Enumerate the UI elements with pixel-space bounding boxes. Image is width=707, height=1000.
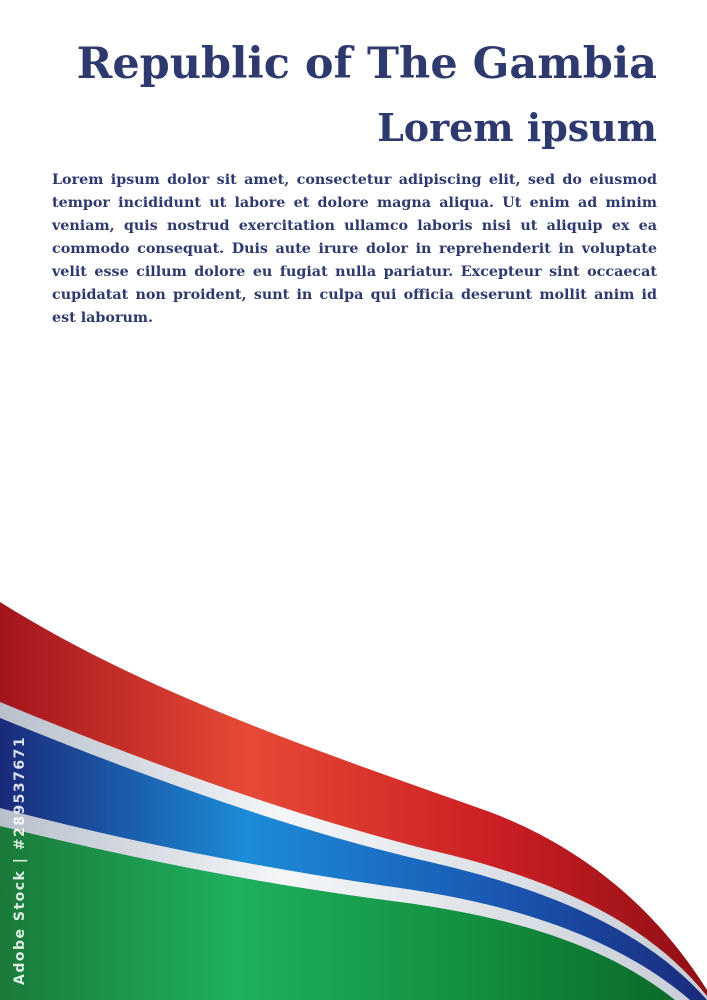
stock-credit: Adobe Stock | #289537671 bbox=[12, 735, 28, 985]
body-paragraph: Lorem ipsum dolor sit amet, consectetur adipiscing elit, sed do eiusmod tempor incididunt ut labore et dolore magna aliqua. Ut enim ad minim veniam, quis nostrud exercitation ullamco laboris nisi ut aliquip ex ea commodo consequat. Duis aute irure dolor in reprehenderit in voluptate velit esse cillum dolore eu fugiat nulla pariatur. Excepteur sint occaecat cupidatat non proident, sunt in culpa qui officia deserunt mollit anim id est laborum. bbox=[52, 172, 657, 326]
page-subtitle: Lorem ipsum bbox=[377, 105, 657, 150]
page-title: Republic of The Gambia bbox=[76, 39, 657, 89]
